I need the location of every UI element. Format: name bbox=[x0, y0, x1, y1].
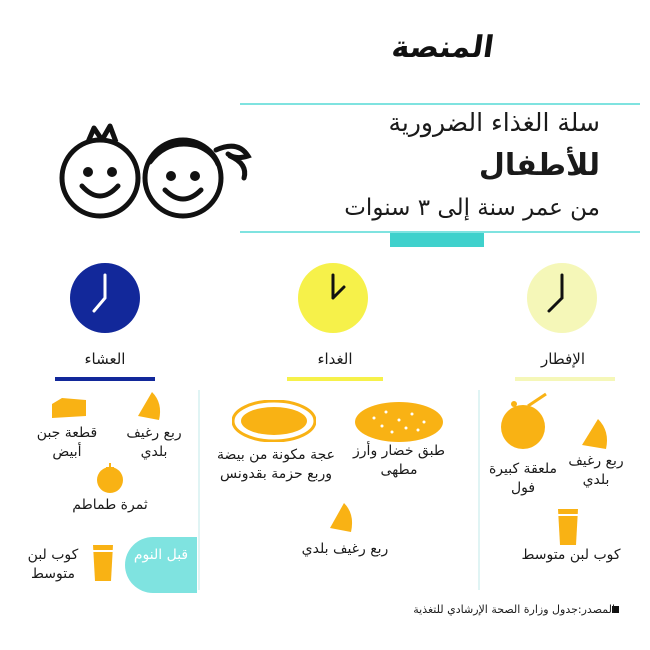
lunch-underline bbox=[287, 377, 383, 381]
breakfast-label: الإفطار bbox=[540, 350, 585, 368]
milk-cup-icon bbox=[557, 507, 579, 547]
title-top-rule bbox=[240, 103, 640, 105]
vegetable-rice-plate-icon bbox=[354, 400, 444, 444]
bread-quarter-icon bbox=[326, 500, 356, 534]
breakfast-item-bread: ربع رغيف بلدي bbox=[568, 453, 624, 488]
bread-quarter-icon bbox=[578, 415, 612, 451]
breakfast-clock-icon bbox=[527, 263, 597, 333]
dinner-underline bbox=[55, 377, 155, 381]
title-line-3: من عمر سنة إلى ٣ سنوات bbox=[344, 195, 600, 221]
dinner-label: العشاء bbox=[84, 350, 126, 368]
title-tab bbox=[390, 233, 484, 247]
white-cheese-icon bbox=[50, 396, 88, 420]
lunch-item-vegetables-rice: طبق خضار وأرز مطهى bbox=[353, 443, 445, 478]
dinner-item-milk: كوب لبن متوسط bbox=[27, 547, 79, 582]
lunch-clock-icon bbox=[298, 263, 368, 333]
omelette-plate-icon bbox=[232, 400, 316, 442]
breakfast-underline bbox=[515, 377, 615, 381]
logo: المنصة bbox=[389, 30, 497, 65]
title-line-1: سلة الغذاء الضرورية bbox=[388, 108, 600, 137]
tomato-icon bbox=[94, 462, 126, 494]
before-sleep-badge: قبل النوم bbox=[125, 537, 197, 593]
lunch-label: الغداء bbox=[317, 350, 353, 368]
column-divider bbox=[198, 390, 200, 590]
source-note: المصدر:جدول وزارة الصحة الإرشادي للتغذية bbox=[413, 603, 615, 616]
dinner-item-tomato: ثمرة طماطم bbox=[72, 497, 148, 513]
fava-bean-pot-icon bbox=[498, 392, 552, 450]
dinner-item-bread: ربع رغيف بلدي bbox=[126, 425, 182, 460]
breakfast-item-fava-beans: ملعقة كبيرة فول bbox=[488, 461, 558, 496]
dinner-item-cheese: قطعة جبن أبيض bbox=[36, 425, 98, 460]
lunch-item-bread: ربع رغيف بلدي bbox=[301, 541, 389, 557]
title-line-2: للأطفال bbox=[478, 148, 600, 183]
milk-cup-icon bbox=[92, 543, 114, 583]
breakfast-item-milk: كوب لبن متوسط bbox=[521, 547, 621, 563]
children-faces-icon bbox=[58, 120, 258, 220]
lunch-item-omelette: عجة مكونة من بيضة وربع حزمة بقدونس bbox=[216, 447, 336, 482]
bread-quarter-icon bbox=[135, 390, 165, 422]
dinner-clock-icon bbox=[70, 263, 140, 333]
